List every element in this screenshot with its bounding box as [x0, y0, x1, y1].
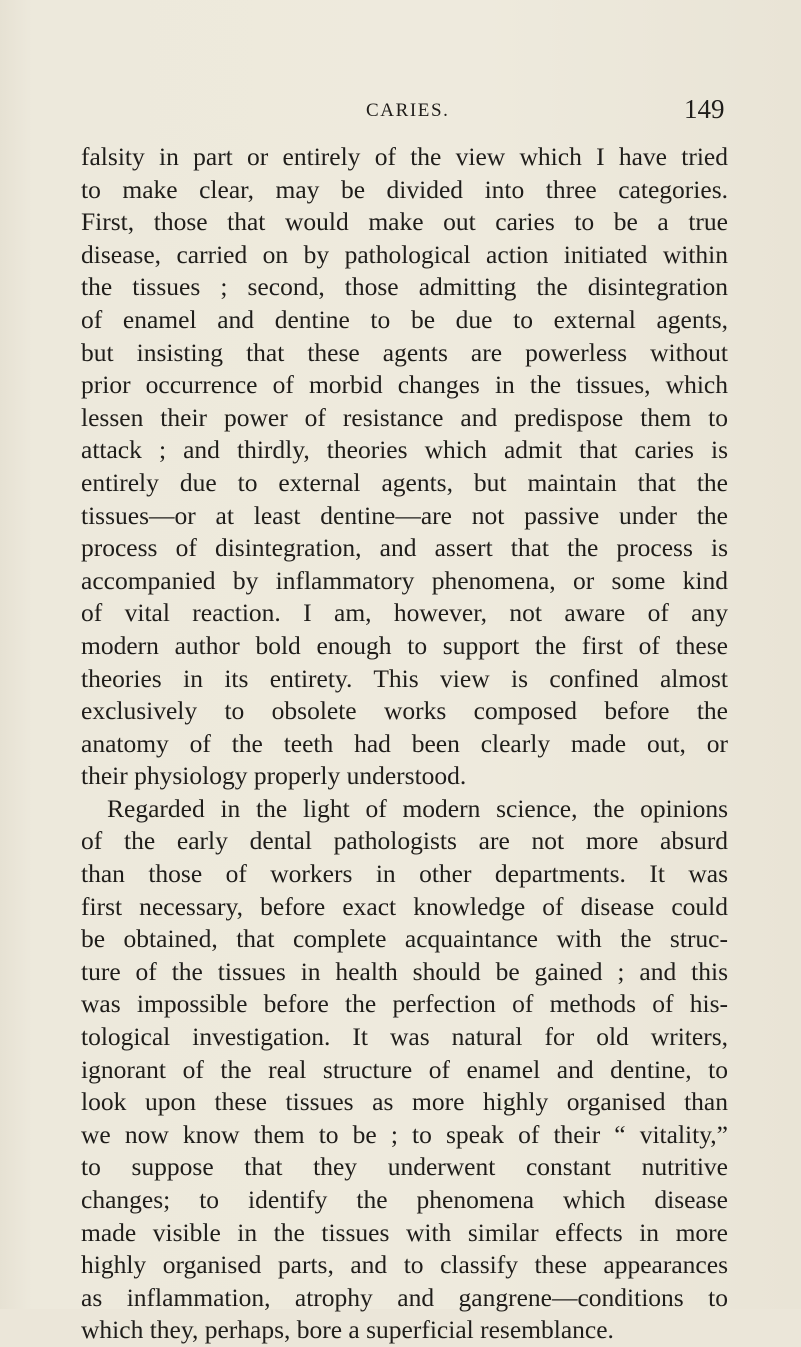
- paragraph-start-line: Regarded in the light of modern science, the opinions: [107, 793, 728, 823]
- text-line: ture of the tissues in health should be gained ; and this: [81, 956, 728, 986]
- text-line: attack ; and thirdly, theories which admit that caries is: [81, 435, 728, 465]
- running-title: CARIES.: [366, 100, 450, 121]
- body-text: [81, 141, 728, 1347]
- text-line: look upon these tissues as more highly organised than: [81, 1087, 728, 1117]
- text-line: made visible in the tissues with similar effects in more: [81, 1217, 728, 1247]
- text-line: as inflammation, atrophy and gangrene—conditions to: [81, 1282, 728, 1312]
- text-line: to suppose that they underwent constant nutritive: [81, 1152, 728, 1182]
- text-line: lessen their power of resistance and predispose them to: [81, 402, 728, 432]
- text-line: entirely due to external agents, but maintain that the: [81, 467, 728, 497]
- text-line: exclusively to obsolete works composed before the: [81, 696, 728, 726]
- text-line: falsity in part or entirely of the view which I have tried: [81, 142, 728, 171]
- text-line: ignorant of the real structure of enamel and dentine, to: [81, 1054, 728, 1084]
- text-line: modern author bold enough to support the first of these: [81, 630, 728, 660]
- text-line: the tissues ; second, those admitting the disintegration: [81, 272, 728, 302]
- text-line: first necessary, before exact knowledge of disease could: [81, 891, 728, 921]
- text-line: of enamel and dentine to be due to external agents,: [81, 304, 728, 334]
- text-line: was impossible before the perfection of methods of his-: [81, 989, 728, 1019]
- text-line: be obtained, that complete acquaintance with the struc-: [81, 924, 728, 954]
- paragraph-end-line: which they, perhaps, bore a superficial resemblance.: [81, 1315, 614, 1345]
- text-line: changes; to identify the phenomena which disease: [81, 1185, 728, 1214]
- page-number: 149: [684, 94, 725, 124]
- text-line: than those of workers in other departments. It was: [81, 859, 728, 889]
- text-line: highly organised parts, and to classify these appearances: [81, 1250, 728, 1280]
- text-line: of the early dental pathologists are not more absurd: [81, 826, 728, 856]
- running-head: [0, 94, 801, 124]
- text-line: anatomy of the teeth had been clearly made out, or: [81, 728, 728, 758]
- paragraph-end-line: their physiology properly understood.: [81, 761, 467, 791]
- text-line: we now know them to be ; to speak of their “ vitality,”: [81, 1119, 728, 1149]
- text-line: tissues—or at least dentine—are not passive under the: [81, 500, 728, 530]
- text-line: disease, carried on by pathological action initiated within: [81, 239, 728, 269]
- text-line: process of disintegration, and assert that the process is: [81, 533, 728, 563]
- text-line: of vital reaction. I am, however, not aware of any: [81, 598, 728, 628]
- text-line: First, those that would make out caries to be a true: [81, 207, 728, 237]
- text-line: theories in its entirety. This view is confined almost: [81, 663, 728, 693]
- text-line: but insisting that these agents are powerless without: [81, 337, 728, 367]
- text-line: prior occurrence of morbid changes in the tissues, which: [81, 370, 728, 400]
- text-line: to make clear, may be divided into three categories.: [81, 174, 728, 204]
- text-line: accompanied by inflammatory phenomena, or some kind: [81, 565, 728, 595]
- text-line: tological investigation. It was natural for old writers,: [81, 1022, 728, 1052]
